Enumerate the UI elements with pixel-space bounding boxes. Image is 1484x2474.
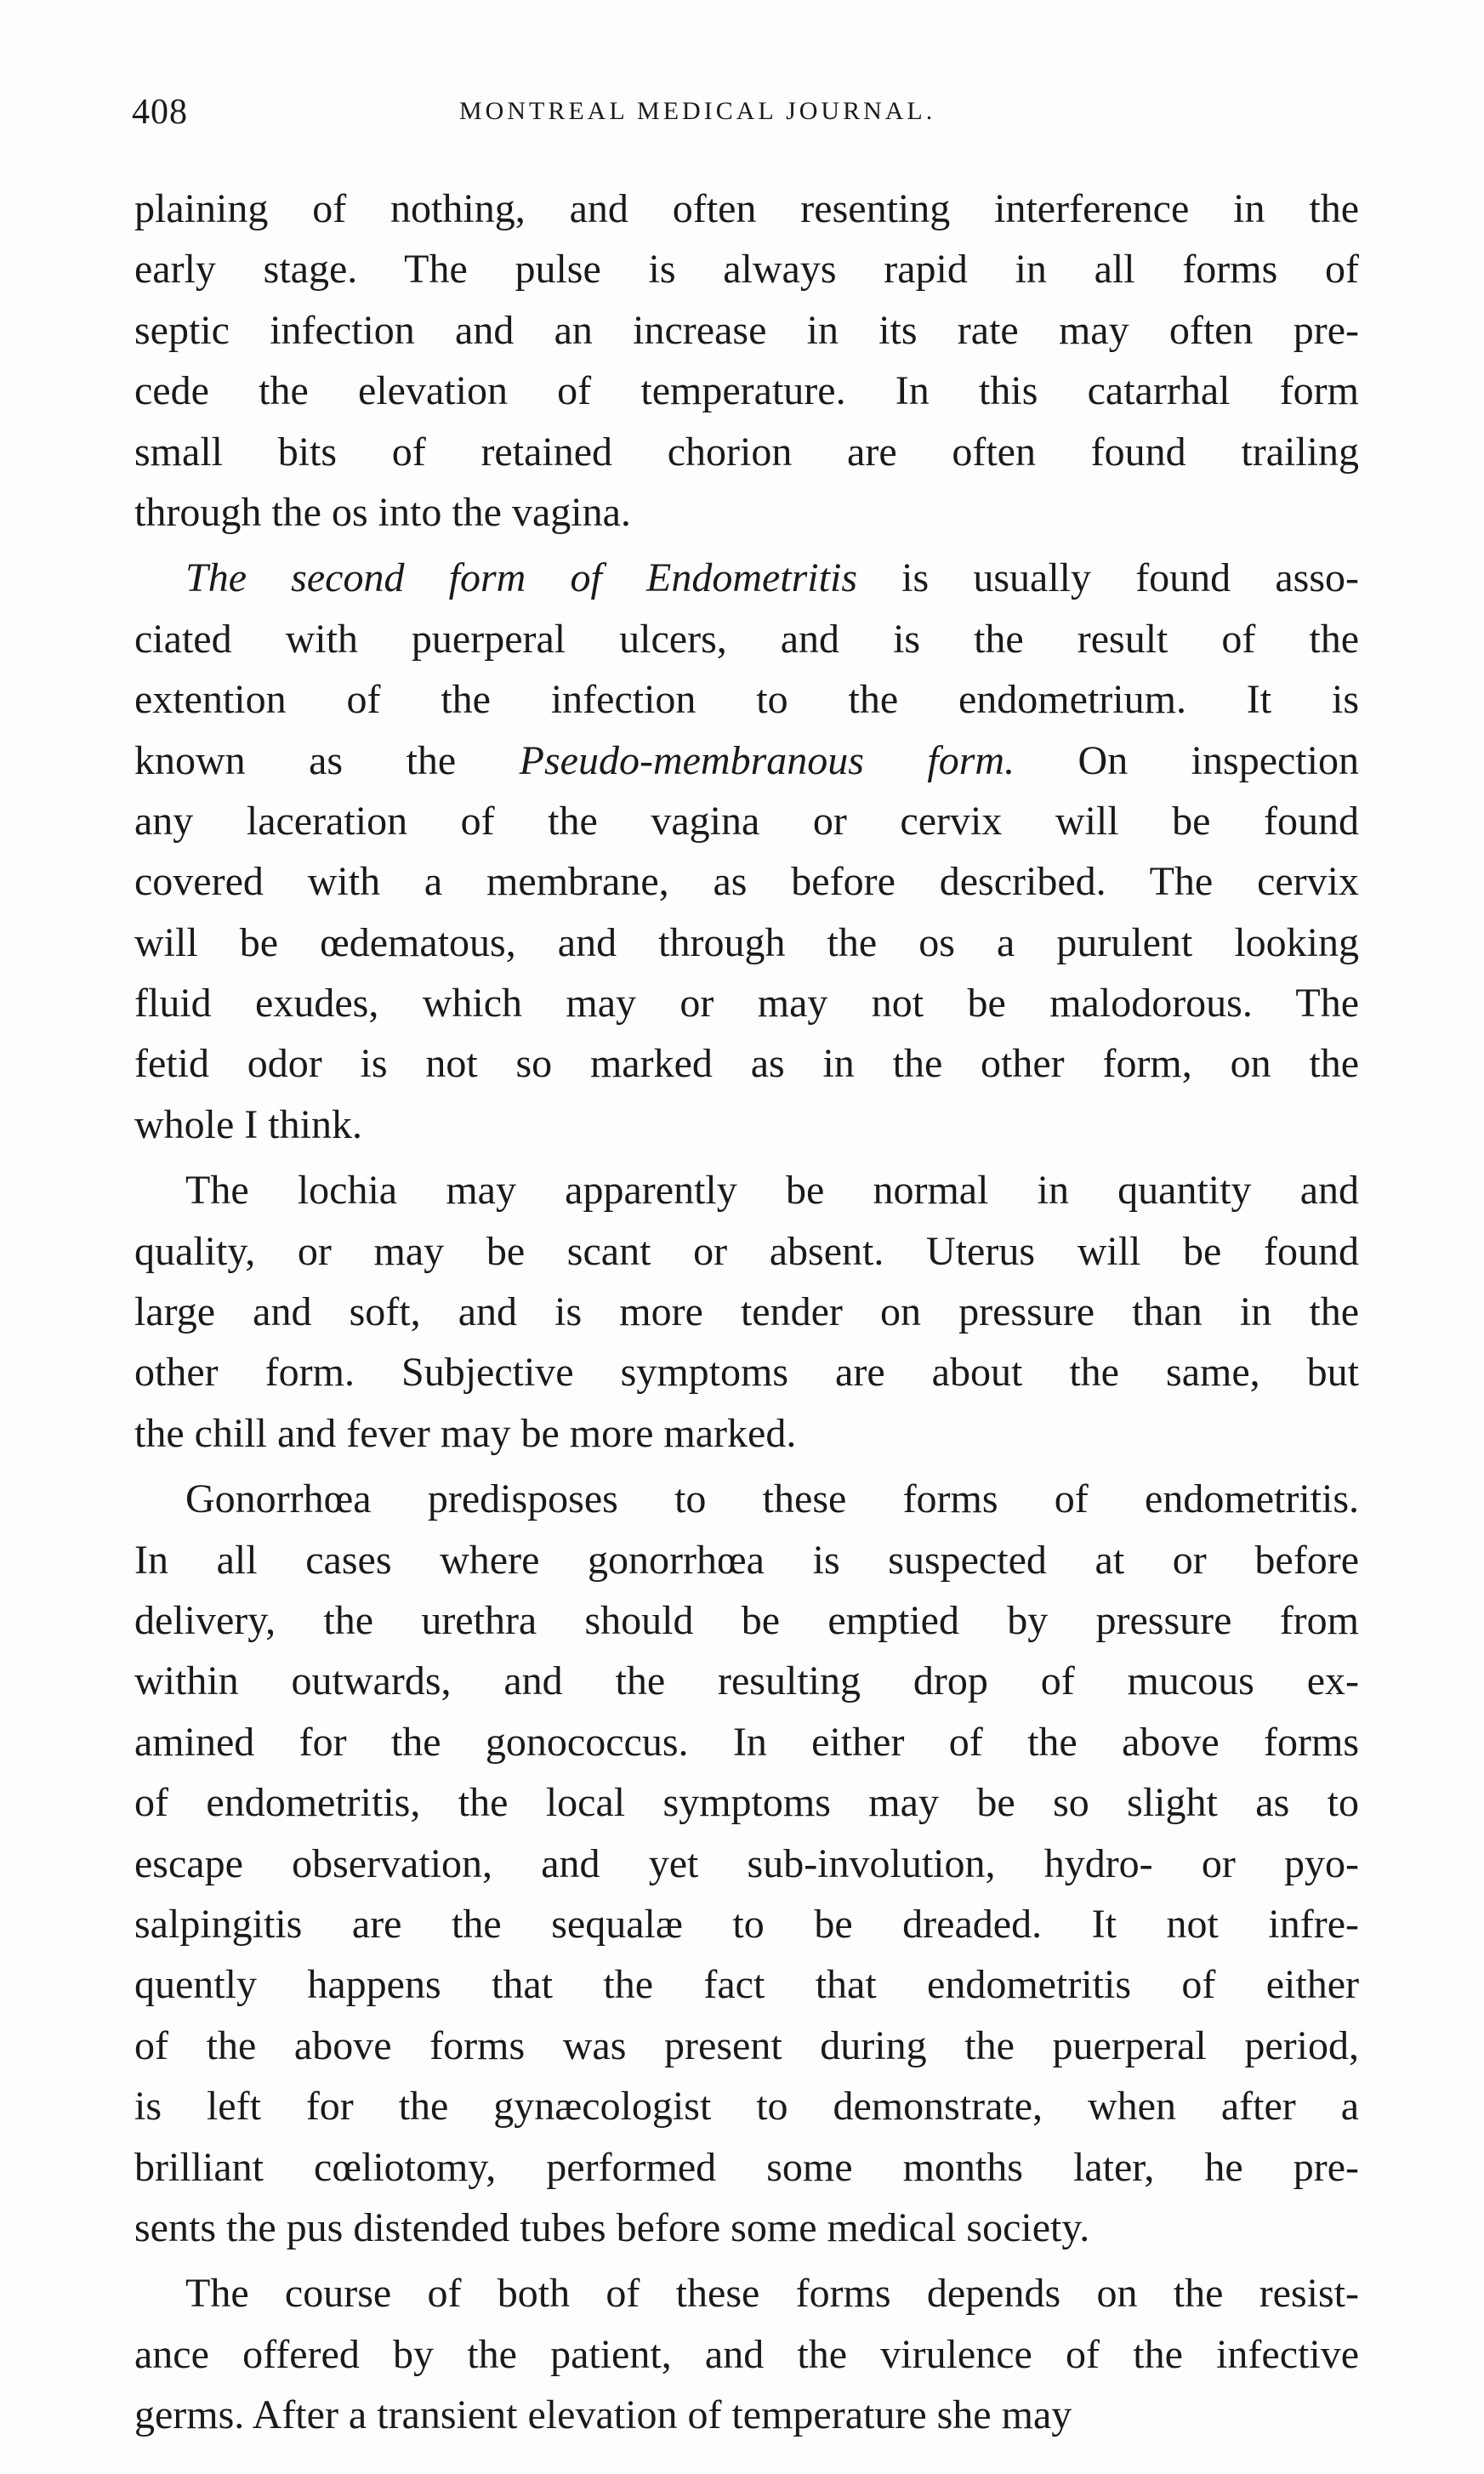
line-text: On inspection <box>1015 737 1359 783</box>
line-text: known as the <box>134 737 520 783</box>
italic-term: Pseudo-membranous form. <box>519 737 1015 783</box>
line-text: is usually found asso- <box>857 555 1359 601</box>
text-line <box>134 731 1359 791</box>
text-line: will be œdematous, and through the os a purulent looking <box>134 919 1359 965</box>
text-line: whole I think. <box>134 1101 362 1147</box>
text-line: covered with a membrane, as before described. The cervix <box>134 859 1359 905</box>
article-body <box>134 179 1359 2445</box>
text-line: extention of the infection to the endometrium. It is <box>134 677 1359 723</box>
text-line: through the os into the vagina. <box>134 489 631 535</box>
text-line: The lochia may apparently be normal in quantity and <box>185 1168 1359 1214</box>
text-line: amined for the gonococcus. In either of the above forms <box>134 1719 1359 1765</box>
text-line: delivery, the urethra should be emptied by pressure from <box>134 1597 1359 1643</box>
text-line: any laceration of the vagina or cervix will be found <box>134 798 1359 844</box>
text-line: brilliant cœliotomy, performed some months later, he pre- <box>134 2144 1359 2190</box>
text-line: small bits of retained chorion are often found trailing <box>134 429 1359 475</box>
journal-title: MONTREAL MEDICAL JOURNAL. <box>459 97 936 125</box>
text-line: quality, or may be scant or absent. Uterus will be found <box>134 1228 1359 1274</box>
text-line: In all cases where gonorrhœa is suspected at or before <box>134 1537 1359 1583</box>
paragraph <box>134 2263 1359 2445</box>
paragraph <box>134 179 1359 543</box>
paragraph <box>134 548 1359 1155</box>
text-line: of the above forms was present during the puerperal period, <box>134 2022 1359 2068</box>
text-line: septic infection and an increase in its rate may often pre- <box>134 307 1359 353</box>
text-line: the chill and fever may be more marked. <box>134 1410 797 1456</box>
text-line: other form. Subjective symptoms are about the same, but <box>134 1350 1359 1396</box>
paragraph <box>134 1160 1359 1464</box>
text-line: fluid exudes, which may or may not be malodorous. The <box>134 981 1359 1027</box>
text-line: within outwards, and the resulting drop of mucous ex- <box>134 1658 1359 1704</box>
text-line: plaining of nothing, and often resenting interference in the <box>134 186 1359 231</box>
text-line: escape observation, and yet sub-involution, hydro- or pyo- <box>134 1840 1359 1886</box>
text-line: Gonorrhœa predisposes to these forms of endometritis. <box>185 1476 1359 1522</box>
text-line: early stage. The pulse is always rapid in all forms of <box>134 247 1359 293</box>
text-line: quently happens that the fact that endometritis of either <box>134 1962 1359 2008</box>
paragraph <box>134 1469 1359 2258</box>
italic-term: The second form of Endometritis <box>185 555 857 601</box>
running-head <box>132 92 1356 143</box>
text-line: of endometritis, the local symptoms may be so slight as to <box>134 1780 1359 1826</box>
text-line: ance offered by the patient, and the virulence of the infective <box>134 2331 1359 2377</box>
text-line: The course of both of these forms depends on the resist- <box>185 2271 1359 2317</box>
text-line: cede the elevation of temperature. In this catarrhal form <box>134 368 1359 414</box>
text-line: is left for the gynæcologist to demonstrate, when after a <box>134 2084 1359 2130</box>
text-line <box>134 548 1359 608</box>
text-line: germs. After a transient elevation of temperature she may <box>134 2392 1072 2438</box>
text-line: fetid odor is not so marked as in the other form, on the <box>134 1041 1359 1087</box>
text-line: ciated with puerperal ulcers, and is the result of the <box>134 616 1359 662</box>
page-number: 408 <box>132 93 188 132</box>
text-line: salpingitis are the sequalæ to be dreaded. It not infre- <box>134 1901 1359 1947</box>
text-line: large and soft, and is more tender on pressure than in the <box>134 1289 1359 1335</box>
text-line: sents the pus distended tubes before some medical society. <box>134 2204 1090 2250</box>
